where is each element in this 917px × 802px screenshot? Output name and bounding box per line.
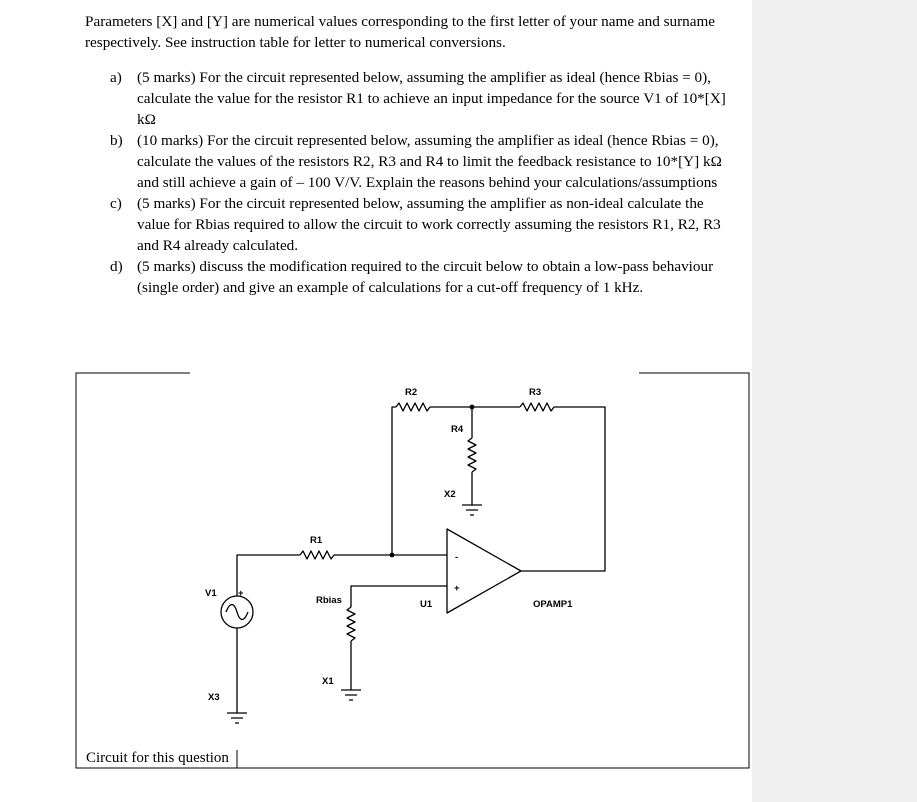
question-letter: a) (110, 69, 122, 86)
label-opamp-plus: + (454, 583, 460, 594)
label-r3: R3 (529, 387, 542, 398)
v1-sine (226, 605, 248, 620)
question-text: (5 marks) For the circuit represented below, assuming the amplifier as non-ideal calculate the value for Rbias required to allow the circuit to work correctly assuming the resistors R1, R2, R3 and R4 already calculated. (137, 195, 721, 254)
figure-caption: Circuit for this question (86, 750, 229, 766)
label-x3: X3 (208, 692, 220, 703)
resistor-rbias (347, 607, 355, 641)
question-text: (5 marks) For the circuit represented below, assuming the amplifier as ideal (hence Rbias = 0), calculate the value for the resistor R1 to achieve an input impedance for the source V1 of 10*[X] kΩ (137, 69, 726, 128)
resistor-r2 (396, 403, 430, 411)
opamp-triangle (447, 529, 521, 613)
question-text: (10 marks) For the circuit represented below, assuming the amplifier as ideal (hence Rbias = 0), calculate the values of the resistors R2, R3 and R4 to limit the feedback resistance to 10*[Y] kΩ and still achieve a gain of – 100 V/V. Explain the reasons behind your calculations/assumptions (137, 132, 722, 191)
wire-v1-top (237, 555, 300, 596)
junction-r2-r3-r4 (470, 405, 475, 410)
question-letter: b) (110, 132, 123, 149)
question-letter: d) (110, 258, 123, 275)
question-text: (5 marks) discuss the modification required to the circuit below to obtain a low-pass behaviour (single order) and give an example of calculations for a cut-off frequency of 1 kHz. (137, 258, 714, 296)
label-v1: V1 (205, 588, 217, 599)
label-x1: X1 (322, 676, 334, 687)
junction-r1-r2 (390, 553, 395, 558)
label-opamp-minus: - (455, 552, 459, 563)
label-rbias: Rbias (316, 595, 342, 606)
label-v1-plus: + (238, 588, 244, 599)
resistor-r3 (520, 403, 554, 411)
figure-frame (76, 373, 749, 768)
wire-r3-to-output (521, 407, 605, 571)
label-r4: R4 (451, 424, 464, 435)
resistor-r4 (468, 438, 476, 472)
label-r1: R1 (310, 535, 323, 546)
label-u1: U1 (420, 599, 433, 610)
ground-x3 (227, 713, 247, 723)
resistor-r1 (300, 551, 334, 559)
intro-paragraph: Parameters [X] and [Y] are numerical values corresponding to the first letter of your name and surname respectively. See instruction table for letter to numerical conversions. (85, 13, 716, 51)
ground-x1 (341, 690, 361, 700)
wire-rbias (351, 586, 447, 607)
question-letter: c) (110, 195, 122, 212)
label-x2: X2 (444, 489, 456, 500)
wire-feedback-up (392, 407, 396, 555)
label-opamp1: OPAMP1 (533, 599, 573, 610)
ground-x2 (462, 505, 482, 515)
label-r2: R2 (405, 387, 418, 398)
